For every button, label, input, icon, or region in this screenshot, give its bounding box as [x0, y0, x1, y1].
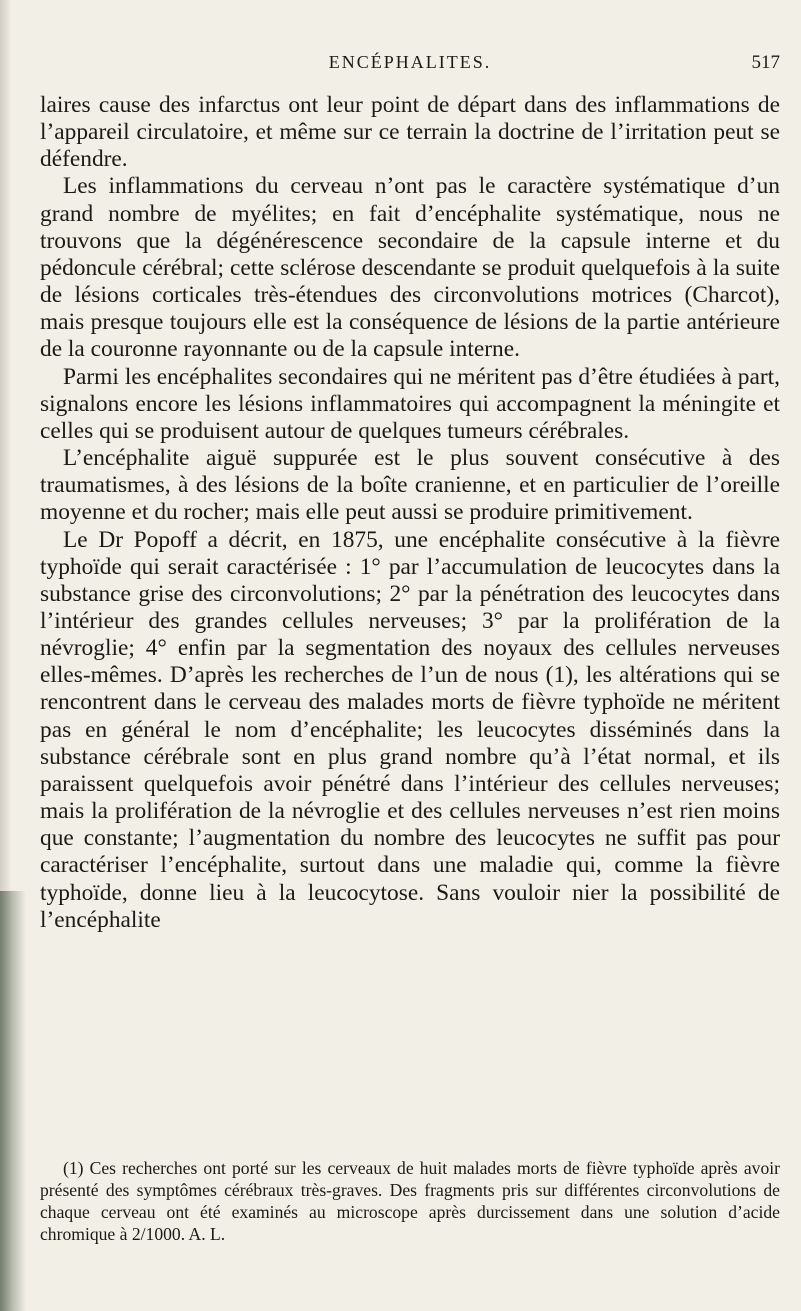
- footnote: (1) Ces recherches ont porté sur les cerveaux de huit malades morts de fièvre typhoïde après avoir présenté des symptômes cérébraux très-graves. Des fragments pris sur différentes circonvolutions de chaque cerveau ont été examinés au microscope après durcissement dans une solution d’acide chromique à 2/1000. A. L.: [40, 1158, 780, 1244]
- paragraph-secondary-encephalitis: Parmi les encéphalites secondaires qui ne méritent pas d’être étudiées à part, signalons encore les lésions inflammatoires qui accompagnent la méningite et celles qui se produisent autour de quelques tumeurs cérébrales.: [40, 363, 780, 444]
- body-text: [40, 92, 780, 934]
- running-head: [40, 50, 780, 80]
- running-title: ENCÉPHALITES.: [328, 52, 492, 72]
- page-edge-shadow: [0, 891, 26, 1311]
- paragraph-continuation: laires cause des infarctus ont leur point de départ dans des inflammations de l’appareil circulatoire, et même sur ce terrain la doctrine de l’irritation peut se défendre.: [40, 92, 780, 173]
- paragraph-typhoid-encephalitis: Le Dr Popoff a décrit, en 1875, une encéphalite consécutive à la fièvre typhoïde qui serait caractérisée : 1° par l’accumulation de leucocytes dans la substance grise des circonvolutions; 2° par la pénétration des leucocytes dans l’intérieur des grandes cellules nerveuses; 3° par la prolifération de la névroglie; 4° enfin par la segmentation des noyaux des cellules nerveuses elles-mêmes. D’après les recherches de l’un de nous (1), les altérations qui se rencontrent dans le cerveau des malades morts de fièvre typhoïde ne méritent pas en général le nom d’encéphalite; les leucocytes disséminés dans la substance cérébrale sont en plus grand nombre qu’à l’état normal, et ils paraissent quelquefois avoir pénétré dans l’intérieur des cellules nerveuses; mais la prolifération de la névroglie et des cellules nerveuses n’est rien moins que constante; l’augmentation du nombre des leucocytes ne suffit pas pour caractériser l’encéphalite, surtout dans une maladie qui, comme la fièvre typhoïde, donne lieu à la leucocytose. Sans vouloir nier la possibilité de l’encéphalite: [40, 526, 780, 933]
- page-number: 517: [751, 52, 780, 73]
- paragraph-systematic-inflammations: Les inflammations du cerveau n’ont pas le caractère systématique d’un grand nombre de myélites; en fait d’encéphalite systématique, nous ne trouvons que la dégénérescence secondaire de la capsule interne et du pédoncule cérébral; cette sclérose descendante se produit quelquefois à la suite de lésions corticales très-étendues des circonvolutions motrices (Charcot), mais presque toujours elle est la conséquence de lésions de la partie antérieure de la couronne rayonnante ou de la capsule interne.: [40, 173, 780, 363]
- paragraph-suppurative-encephalitis: L’encéphalite aiguë suppurée est le plus souvent consécutive à des traumatismes, à des lésions de la boîte cranienne, et en particulier de l’oreille moyenne et du rocher; mais elle peut aussi se produire primitivement.: [40, 445, 780, 526]
- book-page: [40, 0, 780, 1311]
